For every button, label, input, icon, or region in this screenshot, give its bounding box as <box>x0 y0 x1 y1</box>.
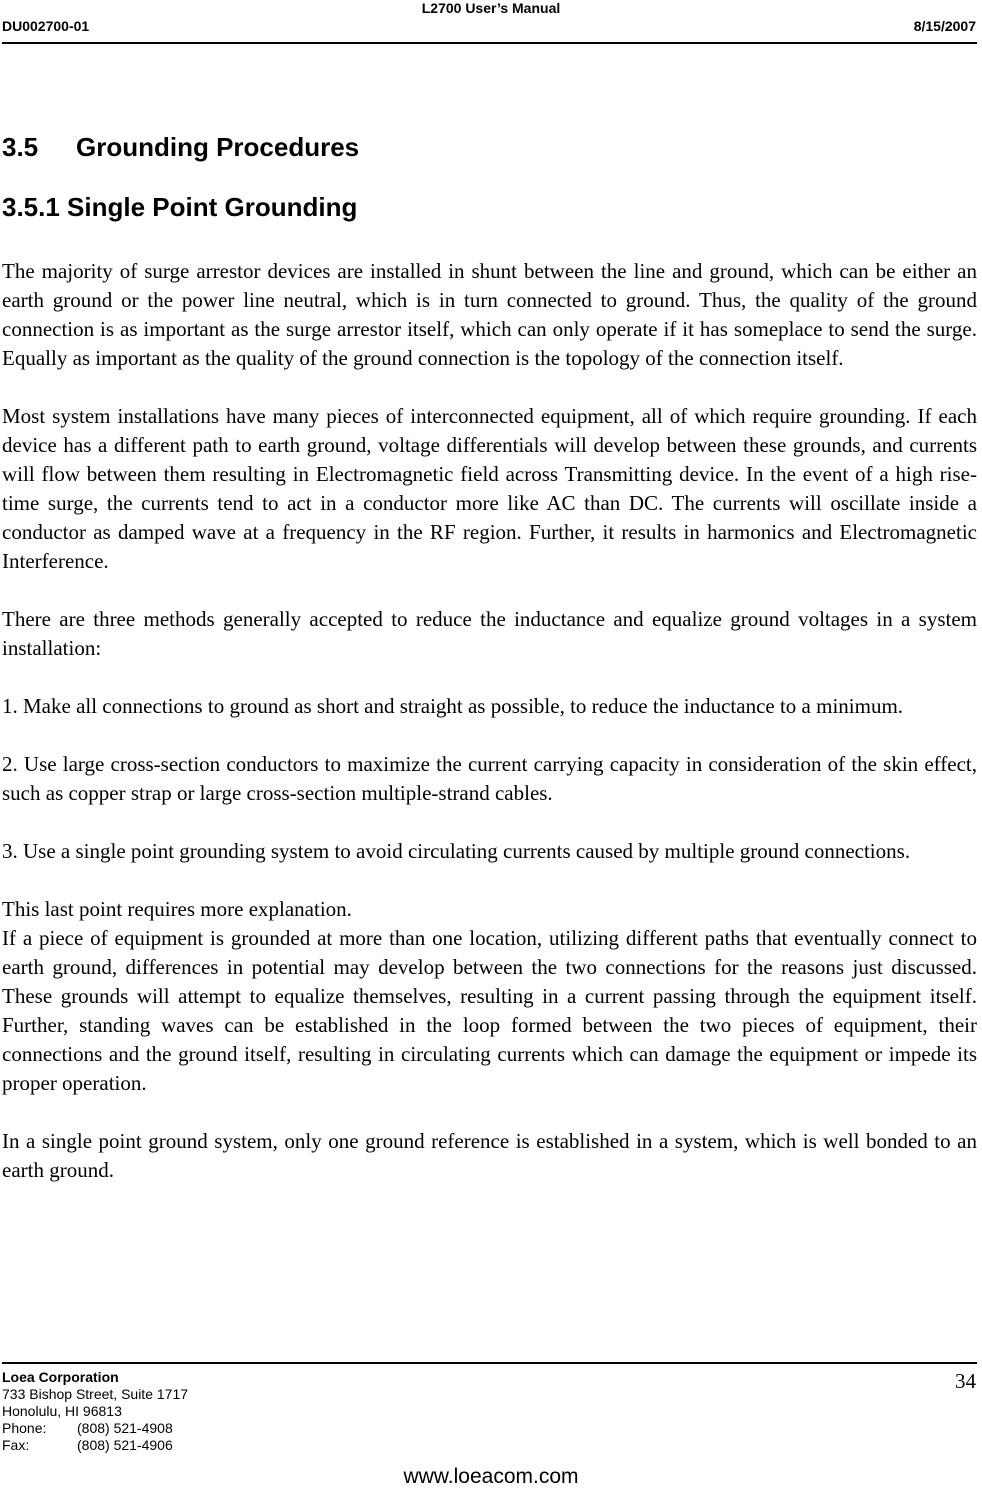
list-item-method-1: 1. Make all connections to ground as short and straight as possible, to reduce the inductance to a minimum. <box>2 694 904 718</box>
footer-divider <box>2 1362 977 1364</box>
section-title: Grounding Procedures <box>76 132 360 162</box>
footer-address-line-1: 733 Bishop Street, Suite 1717 <box>2 1386 189 1402</box>
page-number: 34 <box>955 1369 976 1393</box>
footer-address-block <box>2 1369 188 1454</box>
section-number: 3.5 <box>2 132 39 162</box>
header-manual-title: L2700 User’s Manual <box>421 0 561 16</box>
header-date: 8/15/2007 <box>913 18 976 34</box>
footer-website: www.loeacom.com <box>403 1465 579 1488</box>
footer-company-name: Loea Corporation <box>2 1369 119 1385</box>
paragraph-surge-arrestor: The majority of surge arrestor devices are installed in shunt between the line and ground, which can be either an earth ground or the power line neutral, which is in turn connected to ground. Thus, the quality of the ground connection is as important as the surge arrestor itself, which can only operate if it has someplace to send the surge. Equally as important as the quality of the ground connection is the topology of the connection itself. <box>2 259 977 370</box>
paragraph-more-explanation: This last point requires more explanation. <box>2 897 352 921</box>
paragraph-interconnected-equipment: Most system installations have many pieces of interconnected equipment, all of which require grounding. If each device has a different path to earth ground, voltage differentials will develop between these grounds, and currents will flow between them resulting in Electromagnetic field across Transmitting device. In the event of a high rise-time surge, the currents tend to act in a conductor more like AC than DC. The currents will oscillate inside a conductor as damped wave at a frequency in the RF region. Further, it results in harmonics and Electromagnetic Interference. <box>2 404 977 573</box>
header-document-id: DU002700-01 <box>2 18 90 34</box>
list-item-method-3: 3. Use a single point grounding system to avoid circulating currents caused by multiple ground connections. <box>2 839 911 863</box>
footer-phone-number: (808) 521-4908 <box>77 1420 173 1436</box>
footer-fax-label: Fax: <box>2 1437 30 1453</box>
paragraph-three-methods: There are three methods generally accepted to reduce the inductance and equalize ground voltages in a system installation: <box>2 607 977 660</box>
header-divider <box>2 42 977 44</box>
footer-fax-number: (808) 521-4906 <box>77 1437 173 1453</box>
section-heading <box>2 131 359 163</box>
body-text <box>2 257 977 1214</box>
footer-phone-label: Phone: <box>2 1420 47 1436</box>
paragraph-single-point-system: In a single point ground system, only one ground reference is established in a system, which is well bonded to an earth ground. <box>2 1129 977 1182</box>
footer-address-line-2: Honolulu, HI 96813 <box>2 1403 122 1419</box>
list-item-method-2: 2. Use large cross-section conductors to maximize the current carrying capacity in consideration of the skin effect, such as copper strap or large cross-section multiple-strand cables. <box>2 752 977 805</box>
subsection-heading: 3.5.1 Single Point Grounding <box>2 192 358 222</box>
paragraph-multiple-grounds: If a piece of equipment is grounded at more than one location, utilizing different paths that eventually connect to earth ground, differences in potential may develop between the two connections for the reasons just discussed. These grounds will attempt to equalize themselves, resulting in a current passing through the equipment itself. Further, standing waves can be established in the loop formed between the two pieces of equipment, their connections and the ground itself, resulting in circulating currents which can damage the equipment or impede its proper operation. <box>2 926 977 1095</box>
footer-phone-row <box>2 1420 188 1437</box>
footer-fax-row <box>2 1437 188 1454</box>
